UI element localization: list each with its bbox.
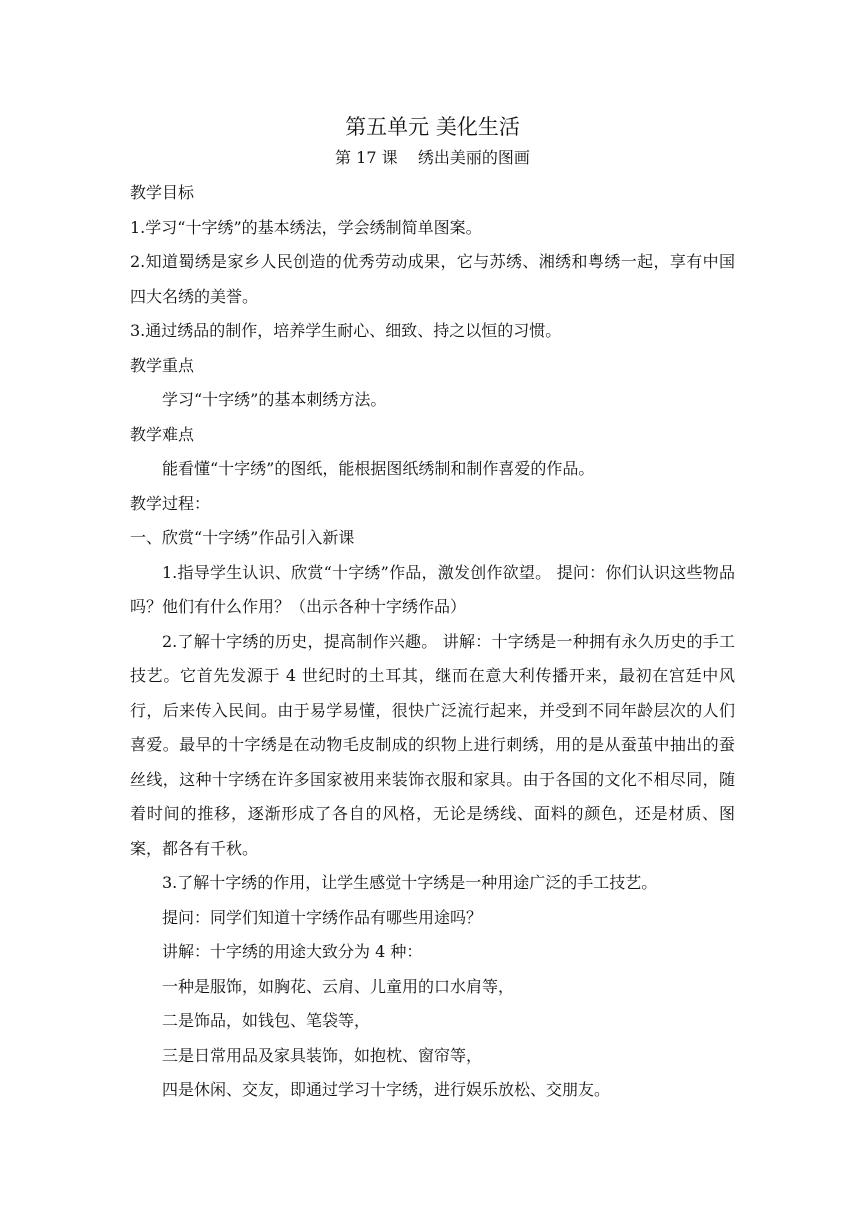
goal-3: 3.通过绣品的制作，培养学生耐心、细致、持之以恒的习惯。	[130, 321, 562, 340]
section-1-heading: 一、欣赏“十字绣”作品引入新课	[130, 528, 355, 547]
explanation-intro: 讲解：十字绣的用途大致分为 4 种：	[162, 942, 423, 961]
key-point-text: 学习“十字绣”的基本刺绣方法。	[162, 390, 387, 409]
heading-key-points: 教学重点	[130, 355, 195, 375]
unit-title: 第五单元 美化生活	[345, 115, 520, 139]
heading-teaching-goals: 教学目标	[130, 183, 195, 202]
lesson-subtitle: 第 17 课 绣出美丽的图画	[335, 148, 530, 167]
use-3: 三是日常用品及家具装饰，如抱枕、窗帘等，	[162, 1045, 483, 1065]
use-2: 二是饰品，如钱包、笔袋等，	[162, 1011, 371, 1030]
document-page	[130, 112, 735, 1108]
heading-difficulties: 教学难点	[130, 424, 195, 444]
question-text: 提问：同学们知道十字绣作品有哪些用途吗？	[162, 907, 483, 927]
process-step-2: 2.了解十字绣的历史，提高制作兴趣。 讲解：十字绣是一种拥有永久历史的手工技艺。它首先发源于 4 世纪时的土耳其，继而在意大利传播开来，最初在宫廷中风行，后来传入民间。由于易学易懂，很快广泛流行起来，并受到不同年龄层次的人们喜爱。最早的十字绣是在动物毛皮制成的织物上进行刺绣，用的是从蚕茧中抽出的蚕丝线，这种十字绣在许多国家被用来装饰衣服和家具。由于各国的文化不相尽同，随着时间的推移，逐渐形成了各自的风格，无论是绣线、面料的颜色，还是材质、图案，都各有千秋。	[130, 631, 735, 858]
difficulty-text: 能看懂“十字绣”的图纸，能根据图纸绣制和制作喜爱的作品。	[162, 459, 595, 478]
process-step-3: 3.了解十字绣的作用，让学生感觉十字绣是一种用途广泛的手工技艺。	[162, 873, 658, 892]
heading-teaching-process: 教学过程：	[130, 493, 211, 513]
goal-1: 1.学习“十字绣”的基本绣法，学会绣制简单图案。	[130, 217, 482, 237]
goal-2: 2.知道蜀绣是家乡人民创造的优秀劳动成果，它与苏绣、湘绣和粤绣一起，享有中国四大名绣的美誉。	[130, 252, 735, 306]
use-4: 四是休闲、交友，即通过学习十字绣，进行娱乐放松、交朋友。	[162, 1080, 611, 1099]
process-step-1: 1.指导学生认识、欣赏“十字绣”作品，激发创作欲望。 提问：你们认识这些物品吗？他们有什么作用？（出示各种十字绣作品）	[130, 562, 735, 616]
use-1: 一种是服饰，如胸花、云肩、儿童用的口水肩等，	[162, 976, 515, 996]
